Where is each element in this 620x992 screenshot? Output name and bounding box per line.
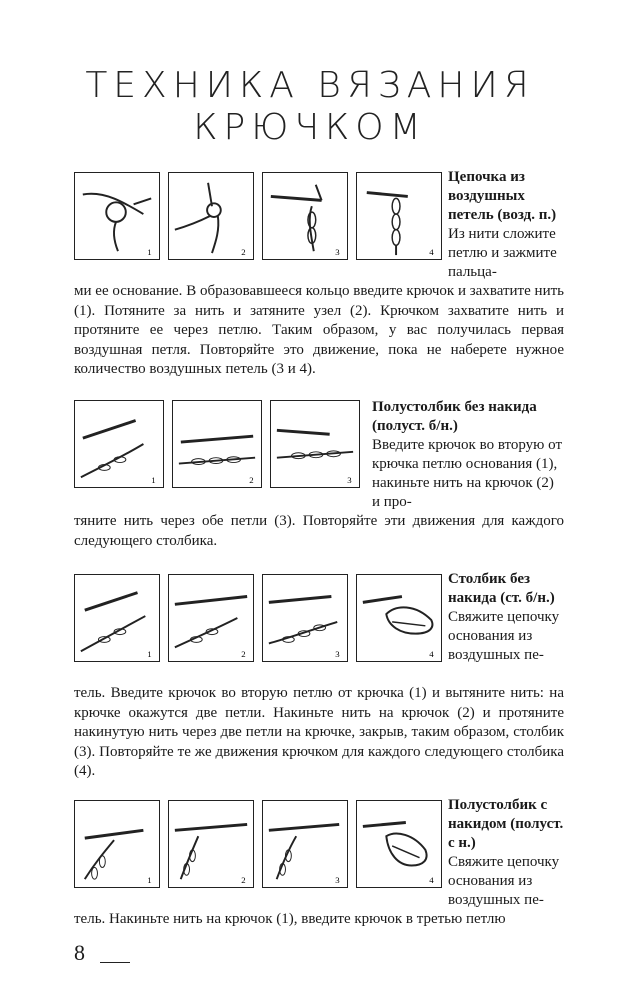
figure-3 xyxy=(262,800,348,888)
section-heading: Столбик без накида (ст. б/н.) xyxy=(448,571,555,606)
figure-label: 1 xyxy=(147,875,152,886)
crochet-illustration xyxy=(169,801,253,887)
crochet-illustration xyxy=(271,401,359,487)
figure-label: 3 xyxy=(347,475,352,486)
crochet-illustration xyxy=(75,401,163,487)
page-number-rule xyxy=(100,962,130,963)
figure-4 xyxy=(356,172,442,260)
figure-1 xyxy=(74,400,164,488)
figure-label: 2 xyxy=(241,875,246,886)
figure-label: 2 xyxy=(249,475,254,486)
crochet-illustration xyxy=(357,801,441,887)
figure-label: 1 xyxy=(151,475,156,486)
page-title-line-2: КРЮЧКОМ xyxy=(193,107,427,148)
section-sidebar xyxy=(372,398,564,512)
figure-label: 4 xyxy=(429,649,434,660)
figure-3 xyxy=(262,574,348,662)
figure-4 xyxy=(356,574,442,662)
section-sidebar xyxy=(448,570,564,665)
figure-label: 3 xyxy=(335,247,340,258)
crochet-illustration xyxy=(263,575,347,661)
page-number: 8 xyxy=(74,940,85,965)
section-heading: Цепочка из воздушных петель (возд. п.) xyxy=(448,169,557,223)
crochet-illustration xyxy=(357,173,441,259)
figure-label: 3 xyxy=(335,875,340,886)
crochet-illustration xyxy=(75,173,159,259)
section-side-text: Свяжите цепочку основания из воздушных пе- xyxy=(448,609,560,663)
section-half-single-crochet xyxy=(74,400,564,560)
crochet-illustration xyxy=(263,801,347,887)
figure-2 xyxy=(168,172,254,260)
section-side-text: Введите крючок во вторую от крючка петлю основания (1), накиньте нить на крючок (2) и про- xyxy=(372,437,562,510)
section-half-double-crochet xyxy=(74,797,564,930)
section-sidebar xyxy=(448,796,564,910)
crochet-illustration xyxy=(75,575,159,661)
crochet-illustration xyxy=(263,173,347,259)
section-side-text: Из нити сложите петлю и зажмите пальца- xyxy=(448,226,557,280)
figure-label: 4 xyxy=(429,875,434,886)
crochet-illustration xyxy=(169,173,253,259)
figure-label: 2 xyxy=(241,247,246,258)
section-heading: Полустолбик без накида (полуст. б/н.) xyxy=(372,399,537,434)
section-body-text: ми ее основание. В образовавшееся кольцо введите крючок и захватите нить (1). Потяните за нить и затяните узел (2). Крючком захватите нить и протяните ее через петлю. Таким образом, у вас получилась первая воздушная петля. Повторяйте это движение, пока не наберете нужное количество воздушных петель (3 и 4). xyxy=(74,283,564,377)
figure-1 xyxy=(74,574,160,662)
crochet-illustration xyxy=(169,575,253,661)
figure-3 xyxy=(270,400,360,488)
section-body-text: тяните нить через обе петли (3). Повторяйте эти движения для каждого следующего столбика. xyxy=(74,513,564,549)
crochet-illustration xyxy=(357,575,441,661)
section-chain-stitch xyxy=(74,169,564,387)
figure-label: 3 xyxy=(335,649,340,660)
section-sidebar xyxy=(448,168,564,282)
crochet-illustration xyxy=(173,401,261,487)
figure-3 xyxy=(262,172,348,260)
section-body-text: тель. Введите крючок во вторую петлю от крючка (1) и вытяните нить: на крючке окажутся две петли. Накиньте нить на крючок (2) и протяните накинутую нить через две петли на крючке, закрыв, таким образом, столбик (3). Повторяйте те же движения крючком для каждого следующего столбика (4). xyxy=(74,685,564,779)
section-body-text: тель. Накиньте нить на крючок (1), введите крючок в третью петлю xyxy=(74,911,506,927)
crochet-illustration xyxy=(75,801,159,887)
figure-label: 1 xyxy=(147,247,152,258)
figure-2 xyxy=(168,574,254,662)
figure-2 xyxy=(172,400,262,488)
figure-label: 4 xyxy=(429,247,434,258)
section-heading: Полустолбик с накидом (полуст. с н.) xyxy=(448,797,564,851)
section-side-text: Свяжите цепочку основания из воздушных пе- xyxy=(448,854,560,908)
figure-4 xyxy=(356,800,442,888)
page-title-line-1: ТЕХНИКА ВЯЗАНИЯ xyxy=(85,65,535,106)
figure-2 xyxy=(168,800,254,888)
figure-1 xyxy=(74,800,160,888)
figure-1 xyxy=(74,172,160,260)
figure-label: 1 xyxy=(147,649,152,660)
figure-label: 2 xyxy=(241,649,246,660)
section-single-crochet xyxy=(74,571,564,789)
